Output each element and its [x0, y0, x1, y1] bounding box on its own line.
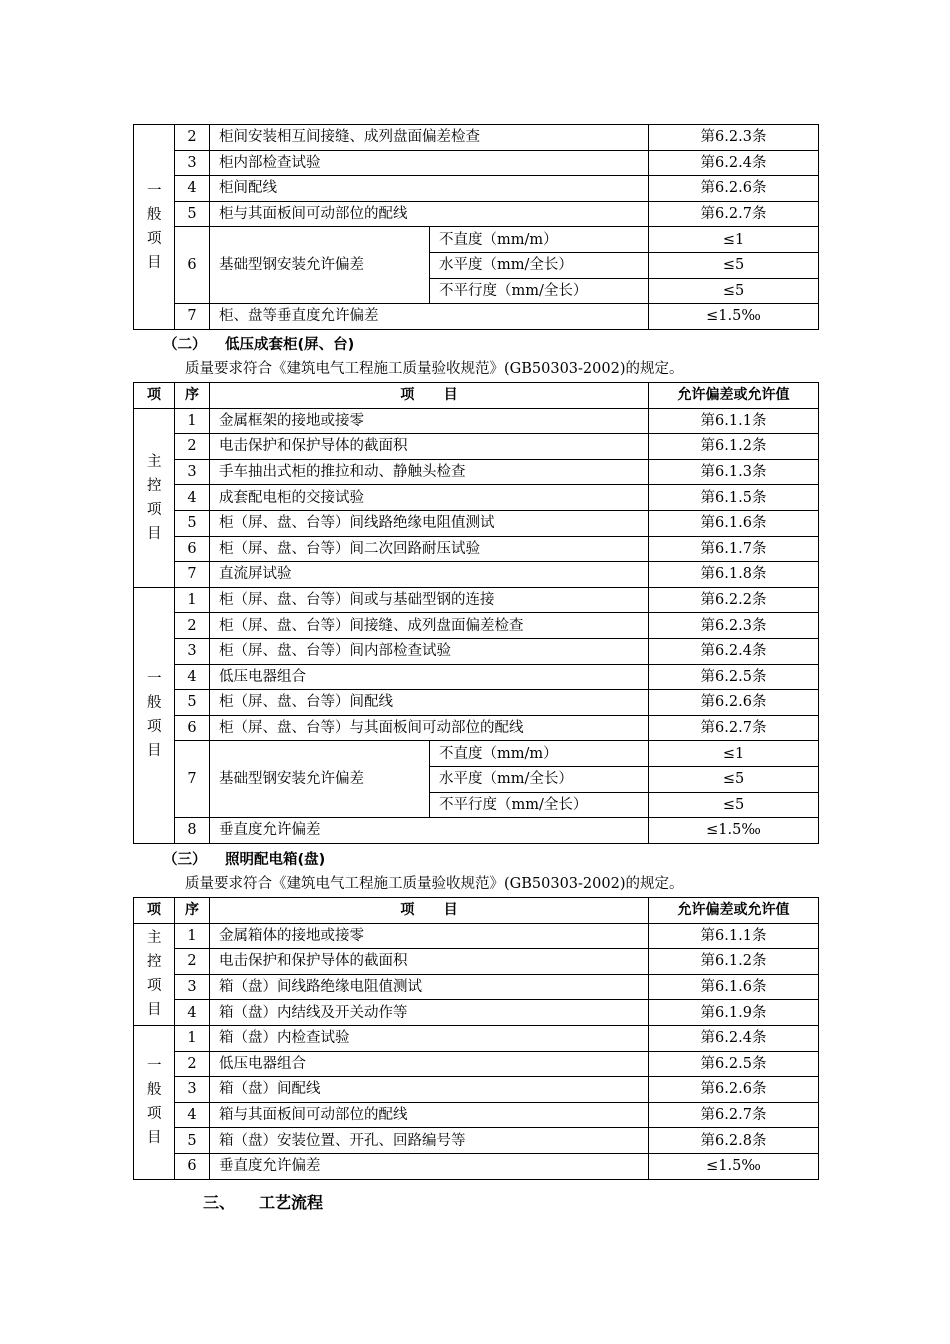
- table-low-voltage: [133, 382, 819, 844]
- row-item: 箱（盘）内检查试验: [210, 1025, 649, 1051]
- table-row: [134, 1102, 819, 1128]
- table-row: [134, 562, 819, 588]
- quality-note: 质量要求符合《建筑电气工程施工质量验收规范》(GB50303-2002)的规定。: [185, 361, 684, 377]
- table-row: [134, 1025, 819, 1051]
- category-general: 一般项目: [134, 1025, 175, 1179]
- table-row: [134, 1153, 819, 1179]
- row-item: 直流屏试验: [210, 562, 649, 588]
- table-row: [134, 201, 819, 227]
- row-item: 电击保护和保护导体的截面积: [210, 949, 649, 975]
- row-value: ≤1.5‰: [649, 818, 819, 844]
- row-number: 3: [175, 150, 210, 176]
- category-main: 主控项目: [134, 408, 175, 587]
- row-number: 4: [175, 664, 210, 690]
- row-number: 6: [175, 227, 210, 304]
- table-row: [134, 536, 819, 562]
- row-item: 箱（盘）间配线: [210, 1077, 649, 1103]
- section-title: 低压成套柜(屏、台): [225, 337, 355, 353]
- section-number: （二）: [163, 337, 207, 353]
- section-number: （三）: [163, 852, 207, 868]
- category-general: 一般项目: [134, 587, 175, 843]
- row-number: 7: [175, 562, 210, 588]
- row-number: 1: [175, 408, 210, 434]
- row-value: 第6.2.6条: [649, 176, 819, 202]
- sub-item-value: ≤5: [649, 766, 819, 792]
- row-number: 7: [175, 741, 210, 818]
- table-row: [134, 1128, 819, 1154]
- row-item: 箱（盘）安装位置、开孔、回路编号等: [210, 1128, 649, 1154]
- table-row: [134, 485, 819, 511]
- chapter-title: 工艺流程: [259, 1193, 324, 1212]
- row-number: 5: [175, 690, 210, 716]
- sub-item-label: 不平行度（mm/全长）: [430, 278, 649, 304]
- row-value: 第6.2.8条: [649, 1128, 819, 1154]
- row-value: 第6.1.8条: [649, 562, 819, 588]
- row-number: 3: [175, 459, 210, 485]
- row-value: 第6.1.5条: [649, 485, 819, 511]
- table-header-row: [134, 383, 819, 409]
- row-item: 基础型钢安装允许偏差: [210, 227, 430, 304]
- table-row: [134, 176, 819, 202]
- row-item: 柜间安装相互间接缝、成列盘面偏差检查: [210, 125, 649, 151]
- table-row: [134, 408, 819, 434]
- row-item: 柜与其面板间可动部位的配线: [210, 201, 649, 227]
- row-value: ≤1.5‰: [649, 1153, 819, 1179]
- row-item: 金属框架的接地或接零: [210, 408, 649, 434]
- sub-item-label: 不直度（mm/m）: [430, 227, 649, 253]
- row-value: 第6.2.6条: [649, 1077, 819, 1103]
- category-general: 一般项目: [134, 125, 175, 330]
- row-item: 柜（屏、盘、台等）间配线: [210, 690, 649, 716]
- row-number: 3: [175, 974, 210, 1000]
- chapter-number: 三、: [203, 1193, 236, 1212]
- row-item: 柜（屏、盘、台等）与其面板间可动部位的配线: [210, 715, 649, 741]
- row-value: 第6.2.4条: [649, 1025, 819, 1051]
- table-row: [134, 664, 819, 690]
- row-value: 第6.2.3条: [649, 125, 819, 151]
- table-row: [134, 510, 819, 536]
- table-row: [134, 459, 819, 485]
- header-value: 允许偏差或允许值: [649, 898, 819, 924]
- sub-item-value: ≤1: [649, 741, 819, 767]
- table-row: [134, 741, 819, 767]
- table-row: [134, 923, 819, 949]
- table-row: [134, 1077, 819, 1103]
- row-value: 第6.1.6条: [649, 510, 819, 536]
- table-row: [134, 434, 819, 460]
- sub-item-label: 水平度（mm/全长）: [430, 766, 649, 792]
- row-item: 柜（屏、盘、台等）间线路绝缘电阻值测试: [210, 510, 649, 536]
- row-number: 2: [175, 613, 210, 639]
- sub-item-label: 不平行度（mm/全长）: [430, 792, 649, 818]
- header-number: 序: [175, 383, 210, 409]
- row-value: 第6.2.7条: [649, 715, 819, 741]
- row-item: 柜内部检查试验: [210, 150, 649, 176]
- table-row: [134, 150, 819, 176]
- sub-item-value: ≤5: [649, 792, 819, 818]
- row-value: 第6.2.5条: [649, 664, 819, 690]
- row-item: 金属箱体的接地或接零: [210, 923, 649, 949]
- row-item: 垂直度允许偏差: [210, 1153, 649, 1179]
- table-row: [134, 638, 819, 664]
- row-number: 2: [175, 1051, 210, 1077]
- row-number: 6: [175, 536, 210, 562]
- sub-item-value: ≤5: [649, 278, 819, 304]
- row-value: 第6.2.7条: [649, 201, 819, 227]
- row-number: 5: [175, 1128, 210, 1154]
- table-row: [134, 949, 819, 975]
- table-row: [134, 1000, 819, 1026]
- row-value: 第6.2.4条: [649, 638, 819, 664]
- table-row: [134, 587, 819, 613]
- row-item: 基础型钢安装允许偏差: [210, 741, 430, 818]
- sub-item-value: ≤5: [649, 252, 819, 278]
- row-number: 3: [175, 638, 210, 664]
- row-item: 箱与其面板间可动部位的配线: [210, 1102, 649, 1128]
- row-value: 第6.2.5条: [649, 1051, 819, 1077]
- row-number: 4: [175, 176, 210, 202]
- section-title: 照明配电箱(盘): [225, 852, 326, 868]
- row-number: 7: [175, 304, 210, 330]
- table-row: [134, 1051, 819, 1077]
- row-value: 第6.1.1条: [649, 923, 819, 949]
- header-item: 项 目: [210, 898, 649, 924]
- table-lighting-box: [133, 897, 819, 1180]
- row-item: 柜（屏、盘、台等）间接缝、成列盘面偏差检查: [210, 613, 649, 639]
- section-heading-lighting-box: [163, 848, 325, 869]
- row-item: 柜（屏、盘、台等）间或与基础型钢的连接: [210, 587, 649, 613]
- row-value: 第6.2.2条: [649, 587, 819, 613]
- row-item: 成套配电柜的交接试验: [210, 485, 649, 511]
- row-number: 4: [175, 1102, 210, 1128]
- row-value: 第6.1.7条: [649, 536, 819, 562]
- row-value: 第6.2.4条: [649, 150, 819, 176]
- row-value: 第6.1.1条: [649, 408, 819, 434]
- table-switchgear-continued: [133, 124, 819, 330]
- row-item: 垂直度允许偏差: [210, 818, 649, 844]
- header-item: 项 目: [210, 383, 649, 409]
- row-item: 柜（屏、盘、台等）间内部检查试验: [210, 638, 649, 664]
- row-item: 低压电器组合: [210, 1051, 649, 1077]
- sub-item-value: ≤1: [649, 227, 819, 253]
- category-main: 主控项目: [134, 923, 175, 1025]
- chapter-heading-process-flow: [203, 1190, 323, 1213]
- table-row: [134, 715, 819, 741]
- table-header-row: [134, 898, 819, 924]
- sub-item-label: 不直度（mm/m）: [430, 741, 649, 767]
- header-category: 项: [134, 383, 175, 409]
- row-number: 5: [175, 201, 210, 227]
- row-value: 第6.1.9条: [649, 1000, 819, 1026]
- row-value: 第6.2.6条: [649, 690, 819, 716]
- row-number: 4: [175, 1000, 210, 1026]
- row-value: 第6.1.2条: [649, 434, 819, 460]
- row-value: 第6.1.6条: [649, 974, 819, 1000]
- row-number: 2: [175, 949, 210, 975]
- row-number: 1: [175, 923, 210, 949]
- row-number: 5: [175, 510, 210, 536]
- header-number: 序: [175, 898, 210, 924]
- table-row: [134, 818, 819, 844]
- row-value: ≤1.5‰: [649, 304, 819, 330]
- row-number: 6: [175, 715, 210, 741]
- table-row: [134, 304, 819, 330]
- row-item: 箱（盘）内结线及开关动作等: [210, 1000, 649, 1026]
- row-item: 箱（盘）间线路绝缘电阻值测试: [210, 974, 649, 1000]
- row-number: 4: [175, 485, 210, 511]
- table-row: [134, 227, 819, 253]
- row-number: 1: [175, 1025, 210, 1051]
- row-number: 6: [175, 1153, 210, 1179]
- row-item: 柜、盘等垂直度允许偏差: [210, 304, 649, 330]
- section-heading-low-voltage: [163, 333, 354, 354]
- header-value: 允许偏差或允许值: [649, 383, 819, 409]
- row-number: 3: [175, 1077, 210, 1103]
- table-row: [134, 974, 819, 1000]
- row-number: 2: [175, 434, 210, 460]
- row-item: 柜间配线: [210, 176, 649, 202]
- row-number: 1: [175, 587, 210, 613]
- row-item: 柜（屏、盘、台等）间二次回路耐压试验: [210, 536, 649, 562]
- row-value: 第6.2.7条: [649, 1102, 819, 1128]
- sub-item-label: 水平度（mm/全长）: [430, 252, 649, 278]
- row-value: 第6.2.3条: [649, 613, 819, 639]
- row-item: 低压电器组合: [210, 664, 649, 690]
- table-row: [134, 125, 819, 151]
- table-row: [134, 690, 819, 716]
- row-item: 电击保护和保护导体的截面积: [210, 434, 649, 460]
- row-number: 2: [175, 125, 210, 151]
- header-category: 项: [134, 898, 175, 924]
- row-number: 8: [175, 818, 210, 844]
- row-value: 第6.1.3条: [649, 459, 819, 485]
- row-value: 第6.1.2条: [649, 949, 819, 975]
- table-row: [134, 613, 819, 639]
- quality-note: 质量要求符合《建筑电气工程施工质量验收规范》(GB50303-2002)的规定。: [185, 876, 684, 892]
- row-item: 手车抽出式柜的推拉和动、静触头检查: [210, 459, 649, 485]
